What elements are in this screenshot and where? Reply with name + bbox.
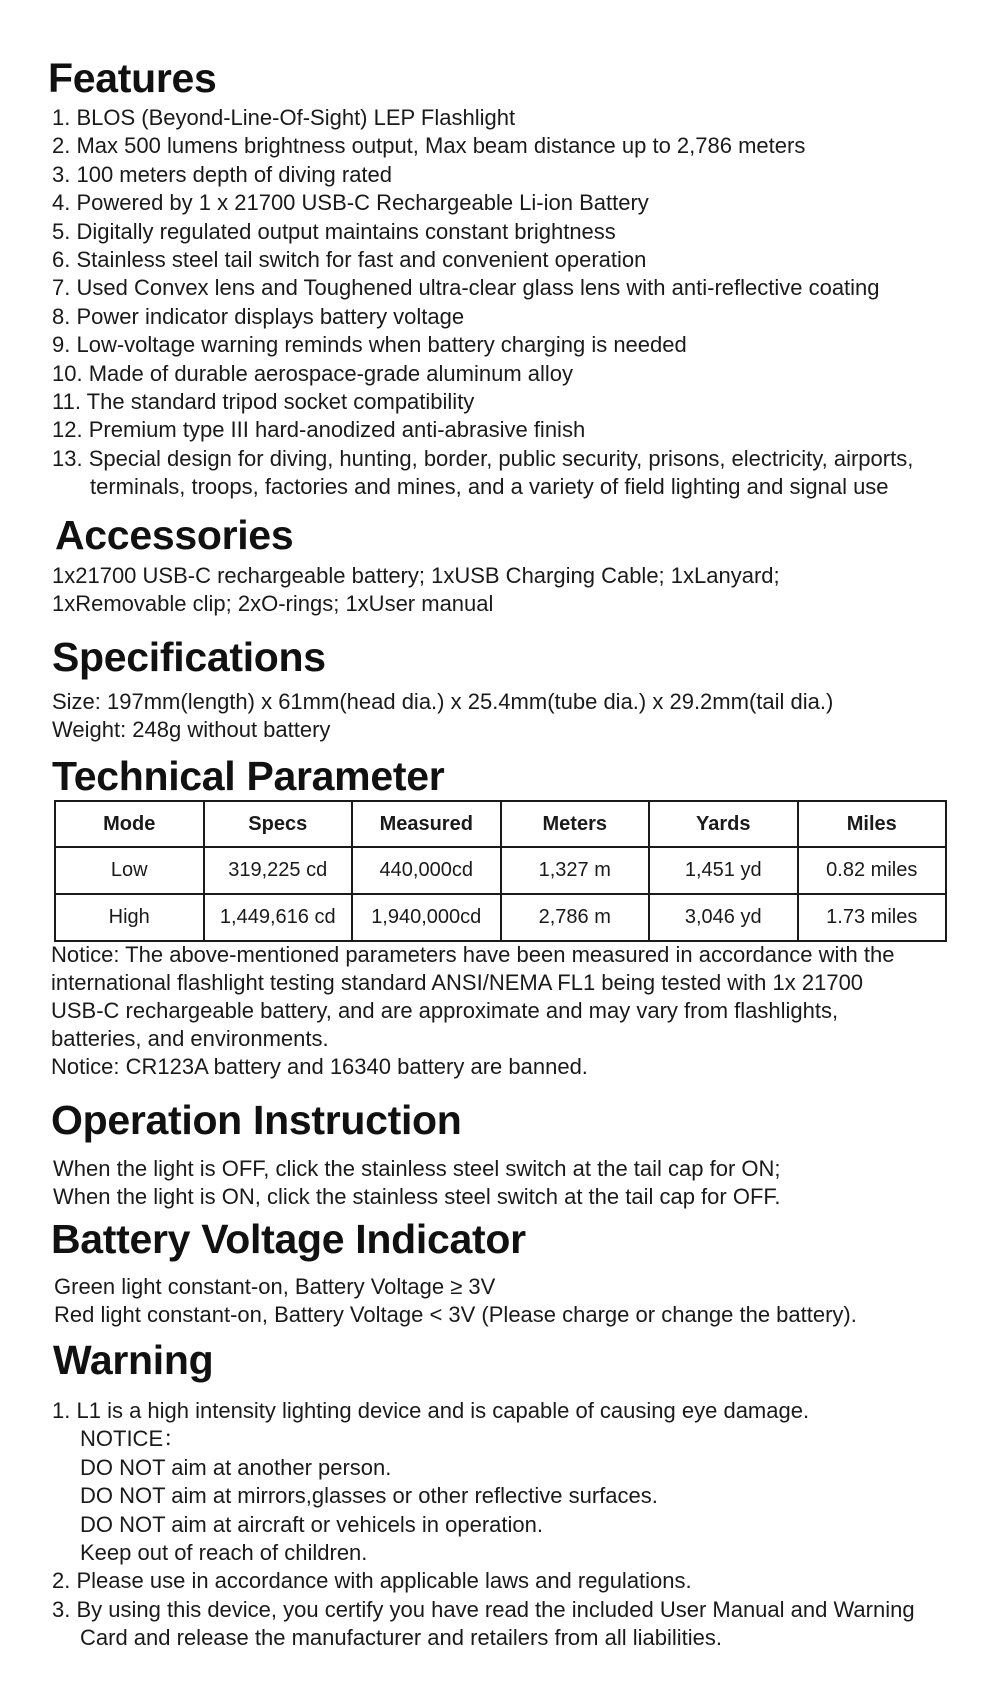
notice-line: Notice: CR123A battery and 16340 battery are banned. [51,1054,588,1079]
table-cell: 1,940,000cd [352,894,501,941]
table-cell: 1.73 miles [798,894,947,941]
table-cell: 1,449,616 cd [204,894,353,941]
list-item: 3. 100 meters depth of diving rated [52,161,393,187]
list-item: 1. L1 is a high intensity lighting device and is capable of causing eye damage. [52,1398,810,1423]
table-row [55,894,946,941]
warning-sub-item: DO NOT aim at aircraft or vehicels in operation. [80,1511,543,1537]
warning-sub-item: DO NOT aim at mirrors,glasses or other reflective surfaces. [80,1483,658,1509]
warning-sub-item: NOTICE： [80,1426,186,1452]
warning-sub-item: Keep out of reach of children. [80,1540,368,1566]
list-item: 4. Powered by 1 x 21700 USB-C Rechargeable Li-ion Battery [52,190,649,216]
table-cell: 440,000cd [352,847,501,894]
operation-heading: Operation Instruction [51,1097,462,1143]
list-item: 11. The standard tripod socket compatibility [52,389,475,415]
list-item: 12. Premium type III hard-anodized anti-abrasive finish [52,417,586,443]
notice-line: Notice: The above-mentioned parameters have been measured in accordance with the [51,942,895,967]
notice-line: batteries, and environments. [51,1026,329,1051]
list-item: 3. By using this device, you certify you have read the included User Manual and Warning [52,1596,915,1622]
operation-line: When the light is ON, click the stainless steel switch at the tail cap for OFF. [53,1184,781,1209]
technical-table [54,800,947,942]
battery-heading: Battery Voltage Indicator [51,1216,526,1262]
warning-sub-item: DO NOT aim at another person. [80,1454,392,1480]
list-item: 9. Low-voltage warning reminds when battery charging is needed [52,332,687,358]
list-item: 13. Special design for diving, hunting, border, public security, prisons, electricity, airports, [52,445,914,471]
list-item: 2. Please use in accordance with applicable laws and regulations. [52,1568,692,1594]
operation-line: When the light is OFF, click the stainless steel switch at the tail cap for ON; [53,1156,781,1181]
table-cell: 2,786 m [501,894,650,941]
table-header-row [55,801,946,847]
table-cell: 0.82 miles [798,847,947,894]
table-cell: 1,327 m [501,847,650,894]
spec-size: Size: 197mm(length) x 61mm(head dia.) x 25.4mm(tube dia.) x 29.2mm(tail dia.) [52,689,834,714]
list-item: 8. Power indicator displays battery voltage [52,303,465,329]
accessories-heading: Accessories [55,512,294,558]
technical-heading: Technical Parameter [52,753,445,799]
table-cell: Low [55,847,204,894]
column-header: Miles [798,801,947,847]
table-row [55,847,946,894]
column-header: Yards [649,801,798,847]
list-item: 1. BLOS (Beyond-Line-Of-Sight) LEP Flashlight [52,105,516,130]
accessories-line: 1xRemovable clip; 2xO-rings; 1xUser manual [52,591,494,616]
table-cell: 319,225 cd [204,847,353,894]
warning-list [52,1397,915,1653]
list-item: 6. Stainless steel tail switch for fast and convenient operation [52,247,647,273]
table-cell: High [55,894,204,941]
list-item: 5. Digitally regulated output maintains constant brightness [52,218,616,244]
table-cell: 3,046 yd [649,894,798,941]
list-item-continuation: terminals, troops, factories and mines, and a variety of field lighting and signal use [90,474,889,500]
column-header: Measured [352,801,501,847]
warning-heading: Warning [53,1337,214,1383]
column-header: Mode [55,801,204,847]
accessories-line: 1x21700 USB-C rechargeable battery; 1xUSB Charging Cable; 1xLanyard; [52,563,780,588]
list-item: 2. Max 500 lumens brightness output, Max beam distance up to 2,786 meters [52,133,806,159]
table-cell: 1,451 yd [649,847,798,894]
notice-line: international flashlight testing standard ANSI/NEMA FL1 being tested with 1x 21700 [51,970,864,995]
specifications-heading: Specifications [52,634,326,680]
notice-line: USB-C rechargeable battery, and are approximate and may vary from flashlights, [51,998,839,1023]
features-list [52,104,913,502]
list-item: 7. Used Convex lens and Toughened ultra-clear glass lens with anti-reflective coating [52,275,880,301]
list-item-continuation: Card and release the manufacturer and retailers from all liabilities. [80,1625,722,1651]
spec-weight: Weight: 248g without battery [52,717,331,742]
column-header: Meters [501,801,650,847]
battery-line: Green light constant-on, Battery Voltage ≥ 3V [54,1274,496,1299]
column-header: Specs [204,801,353,847]
list-item: 10. Made of durable aerospace-grade aluminum alloy [52,360,573,386]
battery-line: Red light constant-on, Battery Voltage < 3V (Please charge or change the battery). [54,1302,857,1327]
features-heading: Features [48,55,217,101]
